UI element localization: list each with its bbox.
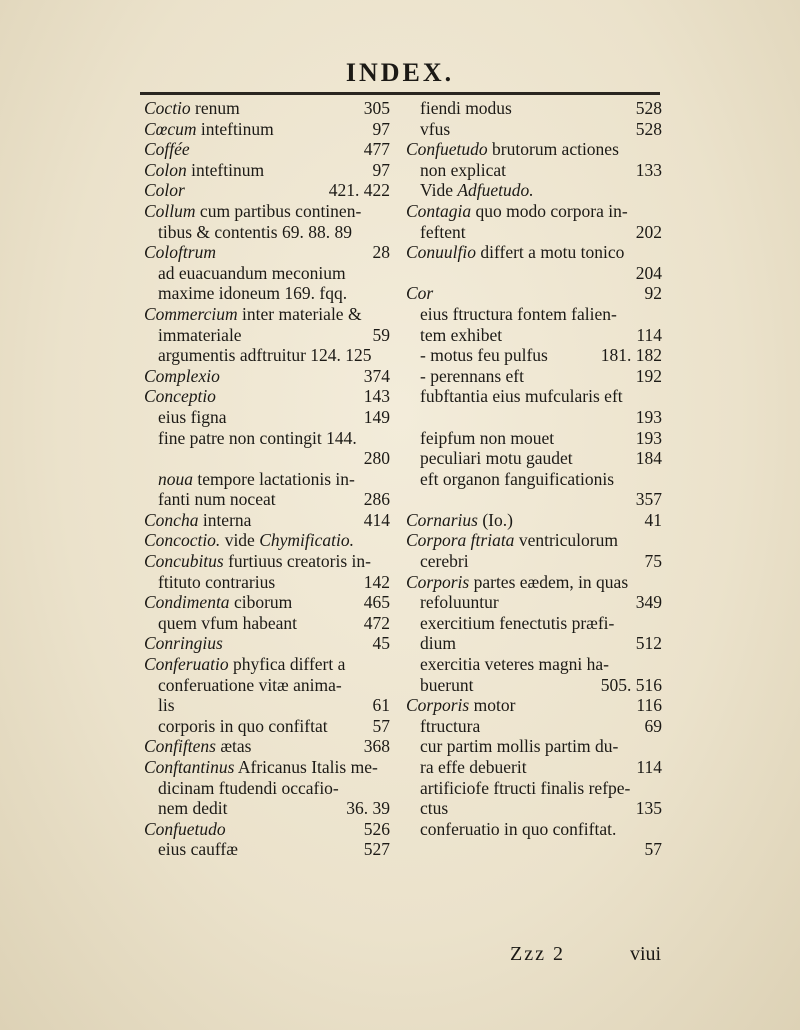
index-entry (406, 654, 662, 675)
index-headword: Collum (144, 200, 196, 221)
index-headword: Colon (144, 159, 187, 180)
index-text: fine patre non contingit 144. (158, 427, 357, 448)
index-text: argumentis adftruitur 124. 125 (158, 345, 372, 366)
index-entry (144, 551, 390, 572)
page-reference: 528 (635, 118, 662, 139)
page-reference: 526 (363, 818, 390, 839)
index-headword: Condimenta (144, 592, 230, 613)
page-reference: 142 (363, 571, 390, 592)
index-text: eius ftructura fontem falien- (420, 303, 617, 324)
page-reference: 181. 182 (600, 345, 662, 366)
index-headword: Coloftrum (144, 242, 216, 263)
page-reference: 193 (635, 406, 662, 427)
index-entry (144, 839, 390, 860)
index-text: corporis in quo confiftat (158, 715, 328, 736)
index-text: dicinam ftudendi occafio- (158, 777, 339, 798)
page-reference: 75 (644, 551, 662, 572)
page-reference: 421. 422 (328, 180, 390, 201)
index-text: cum partibus continen- (195, 200, 362, 221)
index-text: fubftantia eius mufcularis eft (420, 386, 623, 407)
index-text: tem exhibet (420, 324, 503, 345)
page-reference: 28 (372, 242, 390, 263)
index-text: quem vfum habeant (158, 612, 297, 633)
page-reference: 57 (372, 715, 390, 736)
signature-mark: Zzz 2 (510, 943, 565, 965)
index-entry (144, 180, 390, 201)
index-text: feftent (420, 221, 466, 242)
index-entry (144, 160, 390, 181)
index-entry (144, 428, 390, 449)
page-reference: 184 (635, 448, 662, 469)
index-entry (406, 489, 662, 510)
index-headword: Concubitus (144, 551, 224, 572)
index-entry (144, 716, 390, 737)
index-crossref: Chymificatio. (259, 530, 354, 551)
index-text: renum (190, 98, 240, 118)
page-reference: 527 (363, 839, 390, 860)
catchword: viui (630, 943, 662, 965)
index-entry (144, 695, 390, 716)
index-text: brutorum actiones (487, 139, 619, 160)
index-text: Africanus Italis me- (234, 757, 378, 777)
index-text: buerunt (420, 674, 474, 695)
page-reference: 305 (363, 98, 390, 118)
page-reference: 61 (372, 695, 390, 716)
index-text: vfus (420, 118, 451, 139)
page-reference: 374 (363, 365, 390, 386)
index-entry (144, 675, 390, 696)
index-entry (406, 592, 662, 613)
index-text: lis (158, 695, 175, 716)
index-headword: Concoctio. (144, 530, 221, 551)
index-headword: Conuulfio (406, 242, 477, 263)
index-entry (144, 386, 390, 407)
index-entry (144, 633, 390, 654)
index-headword: Confuetudo (406, 139, 488, 160)
index-text: (Io.) (477, 509, 513, 530)
page-reference: 97 (372, 118, 390, 139)
index-entry (144, 572, 390, 593)
index-headword: Confuetudo (144, 818, 226, 839)
index-text: inteftinum (186, 159, 265, 180)
page-reference: 45 (372, 633, 390, 654)
index-entry (406, 366, 662, 387)
page-reference: 368 (363, 736, 390, 757)
index-text: artificiofe ftructi finalis refpe- (420, 777, 631, 798)
index-entry (406, 407, 662, 428)
index-entry (406, 222, 662, 243)
index-entry (406, 283, 662, 304)
page-reference: 477 (363, 139, 390, 160)
index-entry (406, 345, 662, 366)
index-text: tempore lactationis in- (193, 468, 355, 489)
index-text: ventriculorum (514, 530, 618, 551)
index-entry (144, 757, 390, 778)
index-text: ctus (420, 798, 449, 819)
index-entry (406, 469, 662, 490)
index-text: ciborum (229, 592, 293, 613)
index-entry (406, 819, 662, 840)
index-entry (406, 448, 662, 469)
index-entry (144, 448, 390, 469)
index-text: ftituto contrarius (158, 571, 276, 592)
page-reference: 143 (363, 386, 390, 407)
index-text: exercitium fenectutis præfi- (420, 612, 615, 633)
index-text: eft organon fanguificationis (420, 468, 615, 489)
index-text: fiendi modus (420, 98, 512, 118)
index-text: maxime idoneum 169. fqq. (158, 283, 348, 304)
index-entry (406, 386, 662, 407)
page-reference: 528 (635, 98, 662, 118)
index-text: motor (469, 695, 516, 716)
index-entry (406, 798, 662, 819)
index-entry (406, 716, 662, 737)
header-rule (140, 92, 660, 95)
index-entry (144, 736, 390, 757)
page-reference: 114 (636, 324, 662, 345)
index-text: vide (220, 530, 260, 551)
index-headword: Color (144, 180, 185, 201)
index-entry (144, 139, 390, 160)
index-text: refoluuntur (420, 592, 499, 613)
index-entry (144, 263, 390, 284)
page-reference: 280 (363, 448, 390, 469)
index-headword: Conferuatio (144, 654, 229, 675)
index-entry (406, 139, 662, 160)
index-text: peculiari motu gaudet (420, 448, 573, 469)
index-text: eius cauffæ (158, 839, 238, 860)
index-entry (406, 839, 662, 860)
index-text: phyfica differt a (228, 654, 346, 675)
index-column-right (406, 98, 662, 860)
index-text: inter materiale & (237, 303, 362, 324)
page-reference: 59 (372, 324, 390, 345)
index-headword: Contagia (406, 200, 472, 221)
index-headword: Cor (406, 283, 434, 304)
index-headword: Conringius (144, 633, 223, 654)
index-headword: Cœcum (144, 118, 197, 139)
index-entry (406, 572, 662, 593)
index-text: non explicat (420, 159, 507, 180)
index-headword: Coffée (144, 139, 190, 160)
index-text: eius figna (158, 406, 227, 427)
page-reference: 472 (363, 612, 390, 633)
index-entry (144, 489, 390, 510)
index-text: tibus & contentis 69. 88. 89 (158, 221, 352, 242)
page-reference: 193 (635, 427, 662, 448)
index-headword: Corpora ftriata (406, 530, 515, 551)
index-entry (406, 325, 662, 346)
index-headword: Coctio (144, 98, 191, 118)
index-text: nem dedit (158, 798, 228, 819)
page-reference: 149 (363, 406, 390, 427)
page-reference: 135 (635, 798, 662, 819)
index-crossref: Adfuetudo. (457, 180, 534, 201)
index-entry (406, 119, 662, 140)
index-headword: noua (158, 468, 193, 489)
index-text: furtiuus creatoris in- (223, 551, 371, 572)
index-text: - perennans eft (420, 365, 524, 386)
index-text: dium (420, 633, 456, 654)
page-reference: 202 (635, 221, 662, 242)
index-entry (406, 304, 662, 325)
index-headword: Corporis (406, 571, 470, 592)
page-reference: 57 (644, 839, 662, 860)
index-entry (406, 695, 662, 716)
index-text: - motus feu pulfus (420, 345, 548, 366)
index-headword: Complexio (144, 365, 220, 386)
page-reference: 36. 39 (346, 798, 390, 819)
index-headword: Confiftens (144, 736, 216, 757)
index-column-left (144, 98, 390, 860)
index-headword: Corporis (406, 695, 470, 716)
page-reference: 349 (635, 592, 662, 613)
index-entry (406, 736, 662, 757)
index-entry (144, 592, 390, 613)
index-text: Vide (420, 180, 458, 201)
index-entry (406, 510, 662, 531)
index-entry (406, 633, 662, 654)
page-reference: 41 (644, 509, 662, 530)
index-text: ftructura (420, 715, 481, 736)
index-entry (144, 530, 390, 551)
index-entry (406, 551, 662, 572)
index-entry (144, 345, 390, 366)
index-entry (406, 428, 662, 449)
index-entry (144, 201, 390, 222)
index-headword: Concha (144, 509, 199, 530)
page-reference: 92 (644, 283, 662, 304)
index-entry (406, 675, 662, 696)
page-reference: 192 (635, 365, 662, 386)
page-reference: 204 (635, 262, 662, 283)
index-entry (406, 98, 662, 119)
index-text: cerebri (420, 551, 469, 572)
index-entry (144, 366, 390, 387)
index-text: ra effe debuerit (420, 757, 527, 777)
index-entry (406, 242, 662, 263)
index-entry (144, 119, 390, 140)
index-entry (144, 304, 390, 325)
index-headword: Cornarius (406, 509, 478, 530)
index-headword: Commercium (144, 303, 238, 324)
index-entry (144, 407, 390, 428)
index-headword: Conceptio (144, 386, 216, 407)
index-entry (144, 325, 390, 346)
page-reference: 286 (363, 489, 390, 510)
index-entry (144, 469, 390, 490)
page-reference: 465 (363, 592, 390, 613)
page-reference: 133 (635, 159, 662, 180)
index-text: interna (198, 509, 252, 530)
index-entry (144, 819, 390, 840)
page-title: INDEX. (345, 58, 455, 87)
index-entry (144, 510, 390, 531)
index-entry (144, 613, 390, 634)
index-text: ad euacuandum meconium (158, 262, 346, 283)
index-text: partes eædem, in quas (469, 571, 629, 592)
index-text: quo modo corpora in- (471, 200, 628, 221)
index-entry (406, 530, 662, 551)
page-reference: 512 (635, 633, 662, 654)
index-entry (144, 798, 390, 819)
page-reference: 116 (636, 695, 662, 716)
index-entry (406, 613, 662, 634)
index-text: cur partim mollis partim du- (420, 736, 619, 757)
page-reference: 414 (363, 509, 390, 530)
index-text: feipfum non mouet (420, 427, 555, 448)
page-reference: 505. 516 (600, 674, 662, 695)
page-reference: 114 (636, 757, 662, 777)
index-entry (144, 778, 390, 799)
page-reference: 357 (635, 489, 662, 510)
index-headword: Conftantinus (144, 757, 235, 777)
index-text: ætas (215, 736, 252, 757)
index-entry (144, 98, 390, 119)
index-entry (406, 160, 662, 181)
index-entry (144, 242, 390, 263)
index-entry (406, 778, 662, 799)
index-text: exercitia veteres magni ha- (420, 654, 609, 675)
index-entry (406, 180, 662, 201)
index-text: fanti num noceat (158, 489, 276, 510)
index-text: conferuatione vitæ anima- (158, 674, 342, 695)
index-entry (406, 263, 662, 284)
index-text: differt a motu tonico (476, 242, 625, 263)
index-entry (406, 201, 662, 222)
index-text: conferuatio in quo confiftat. (420, 818, 617, 839)
page-reference: 69 (644, 715, 662, 736)
index-entry (144, 654, 390, 675)
index-text: immateriale (158, 324, 242, 345)
index-entry (144, 222, 390, 243)
page-reference: 97 (372, 159, 390, 180)
index-entry (144, 283, 390, 304)
index-entry (406, 757, 662, 778)
index-text: inteftinum (196, 118, 274, 139)
